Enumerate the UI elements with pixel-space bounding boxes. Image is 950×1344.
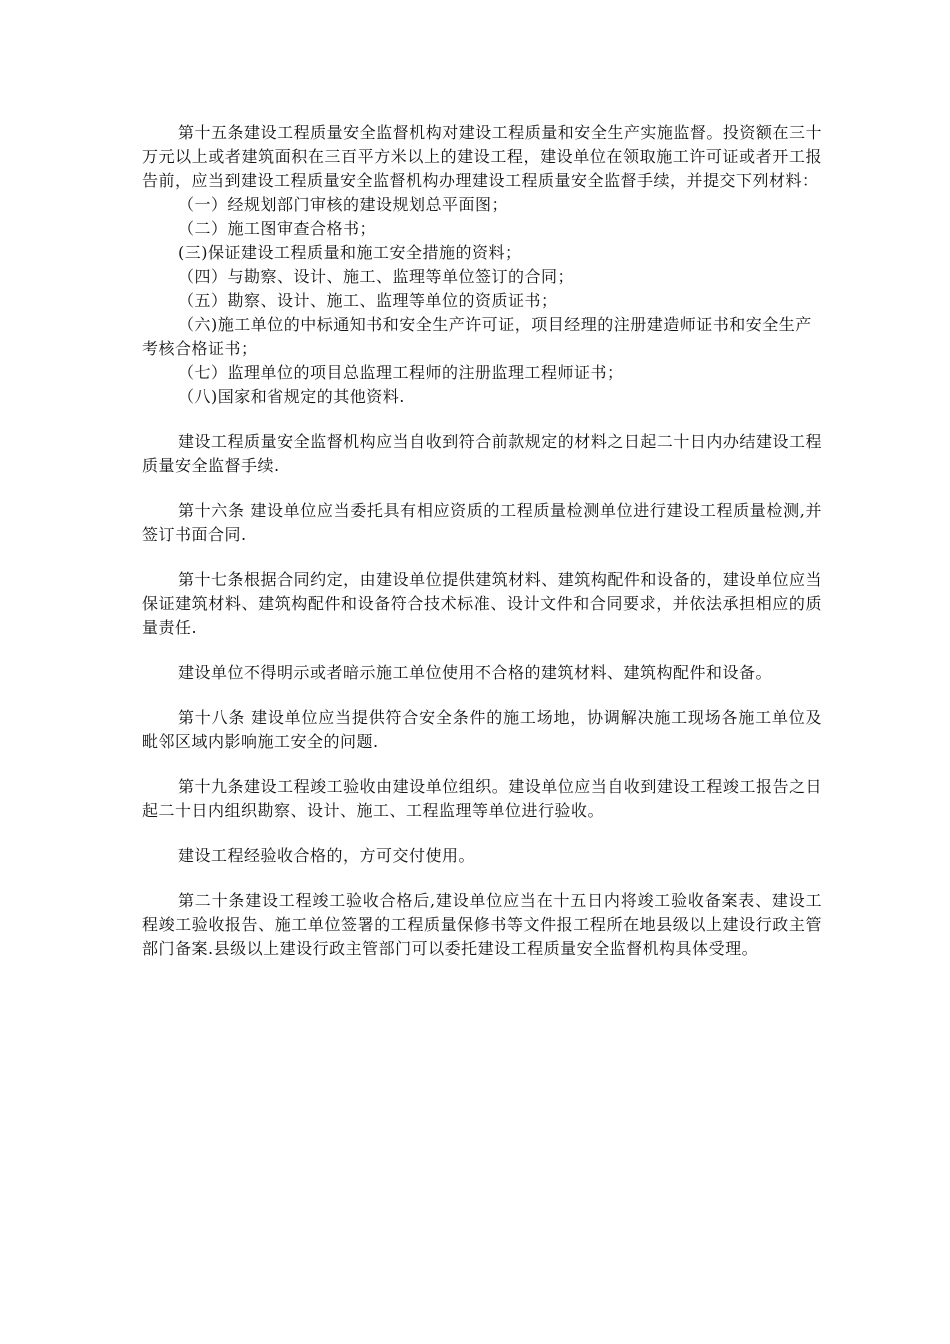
list-item-2: （二）施工图审查合格书； bbox=[178, 219, 377, 238]
document-body bbox=[142, 121, 822, 961]
article-20-paragraph: 第二十条建设工程竣工验收合格后,建设单位应当在十五日内将竣工验收备案表、建设工程竣工验收报告、施工单位签署的工程质量保修书等文件报工程所在地县级以上建设行政主管部门备案.县级以上建设行政主管部门可以委托建设工程质量安全监督机构具体受理。 bbox=[142, 891, 822, 958]
list-item-7: （七）监理单位的项目总监理工程师的注册监理工程师证书； bbox=[178, 363, 624, 382]
article-19-paragraph: 第十九条建设工程竣工验收由建设单位组织。建设单位应当自收到建设工程竣工报告之日起二十日内组织勘察、设计、施工、工程监理等单位进行验收。 bbox=[142, 777, 822, 820]
article-16-paragraph: 第十六条 建设单位应当委托具有相应资质的工程质量检测单位进行建设工程质量检测,并签订书面合同. bbox=[142, 501, 822, 544]
article-15-closing-paragraph: 建设工程质量安全监督机构应当自收到符合前款规定的材料之日起二十日内办结建设工程质量安全监督手续. bbox=[142, 432, 822, 475]
article-17-second-paragraph: 建设单位不得明示或者暗示施工单位使用不合格的建筑材料、建筑构配件和设备。 bbox=[178, 663, 773, 682]
article-19-second-paragraph: 建设工程经验收合格的，方可交付使用。 bbox=[178, 846, 476, 865]
list-item-5: （五）勘察、设计、施工、监理等单位的资质证书； bbox=[178, 291, 558, 310]
list-item-4: （四）与勘察、设计、施工、监理等单位签订的合同； bbox=[178, 267, 575, 286]
article-18-paragraph: 第十八条 建设单位应当提供符合安全条件的施工场地，协调解决施工现场各施工单位及毗邻区域内影响施工安全的问题. bbox=[142, 708, 822, 751]
article-15-paragraph: 第十五条建设工程质量安全监督机构对建设工程质量和安全生产实施监督。投资额在三十万元以上或者建筑面积在三百平方米以上的建设工程，建设单位在领取施工许可证或者开工报告前，应当到建设工程质量安全监督机构办理建设工程质量安全监督手续，并提交下列材料： bbox=[142, 123, 822, 190]
list-item-3: (三)保证建设工程质量和施工安全措施的资料； bbox=[178, 243, 522, 262]
article-17-paragraph: 第十七条根据合同约定，由建设单位提供建筑材料、建筑构配件和设备的，建设单位应当保证建筑材料、建筑构配件和设备符合技术标准、设计文件和合同要求，并依法承担相应的质量责任. bbox=[142, 570, 822, 637]
list-item-1: （一）经规划部门审核的建设规划总平面图； bbox=[178, 195, 509, 214]
list-item-8: （八)国家和省规定的其他资料. bbox=[178, 387, 405, 406]
list-item-6: （六)施工单位的中标通知书和安全生产许可证，项目经理的注册建造师证书和安全生产考核合格证书； bbox=[142, 315, 812, 358]
